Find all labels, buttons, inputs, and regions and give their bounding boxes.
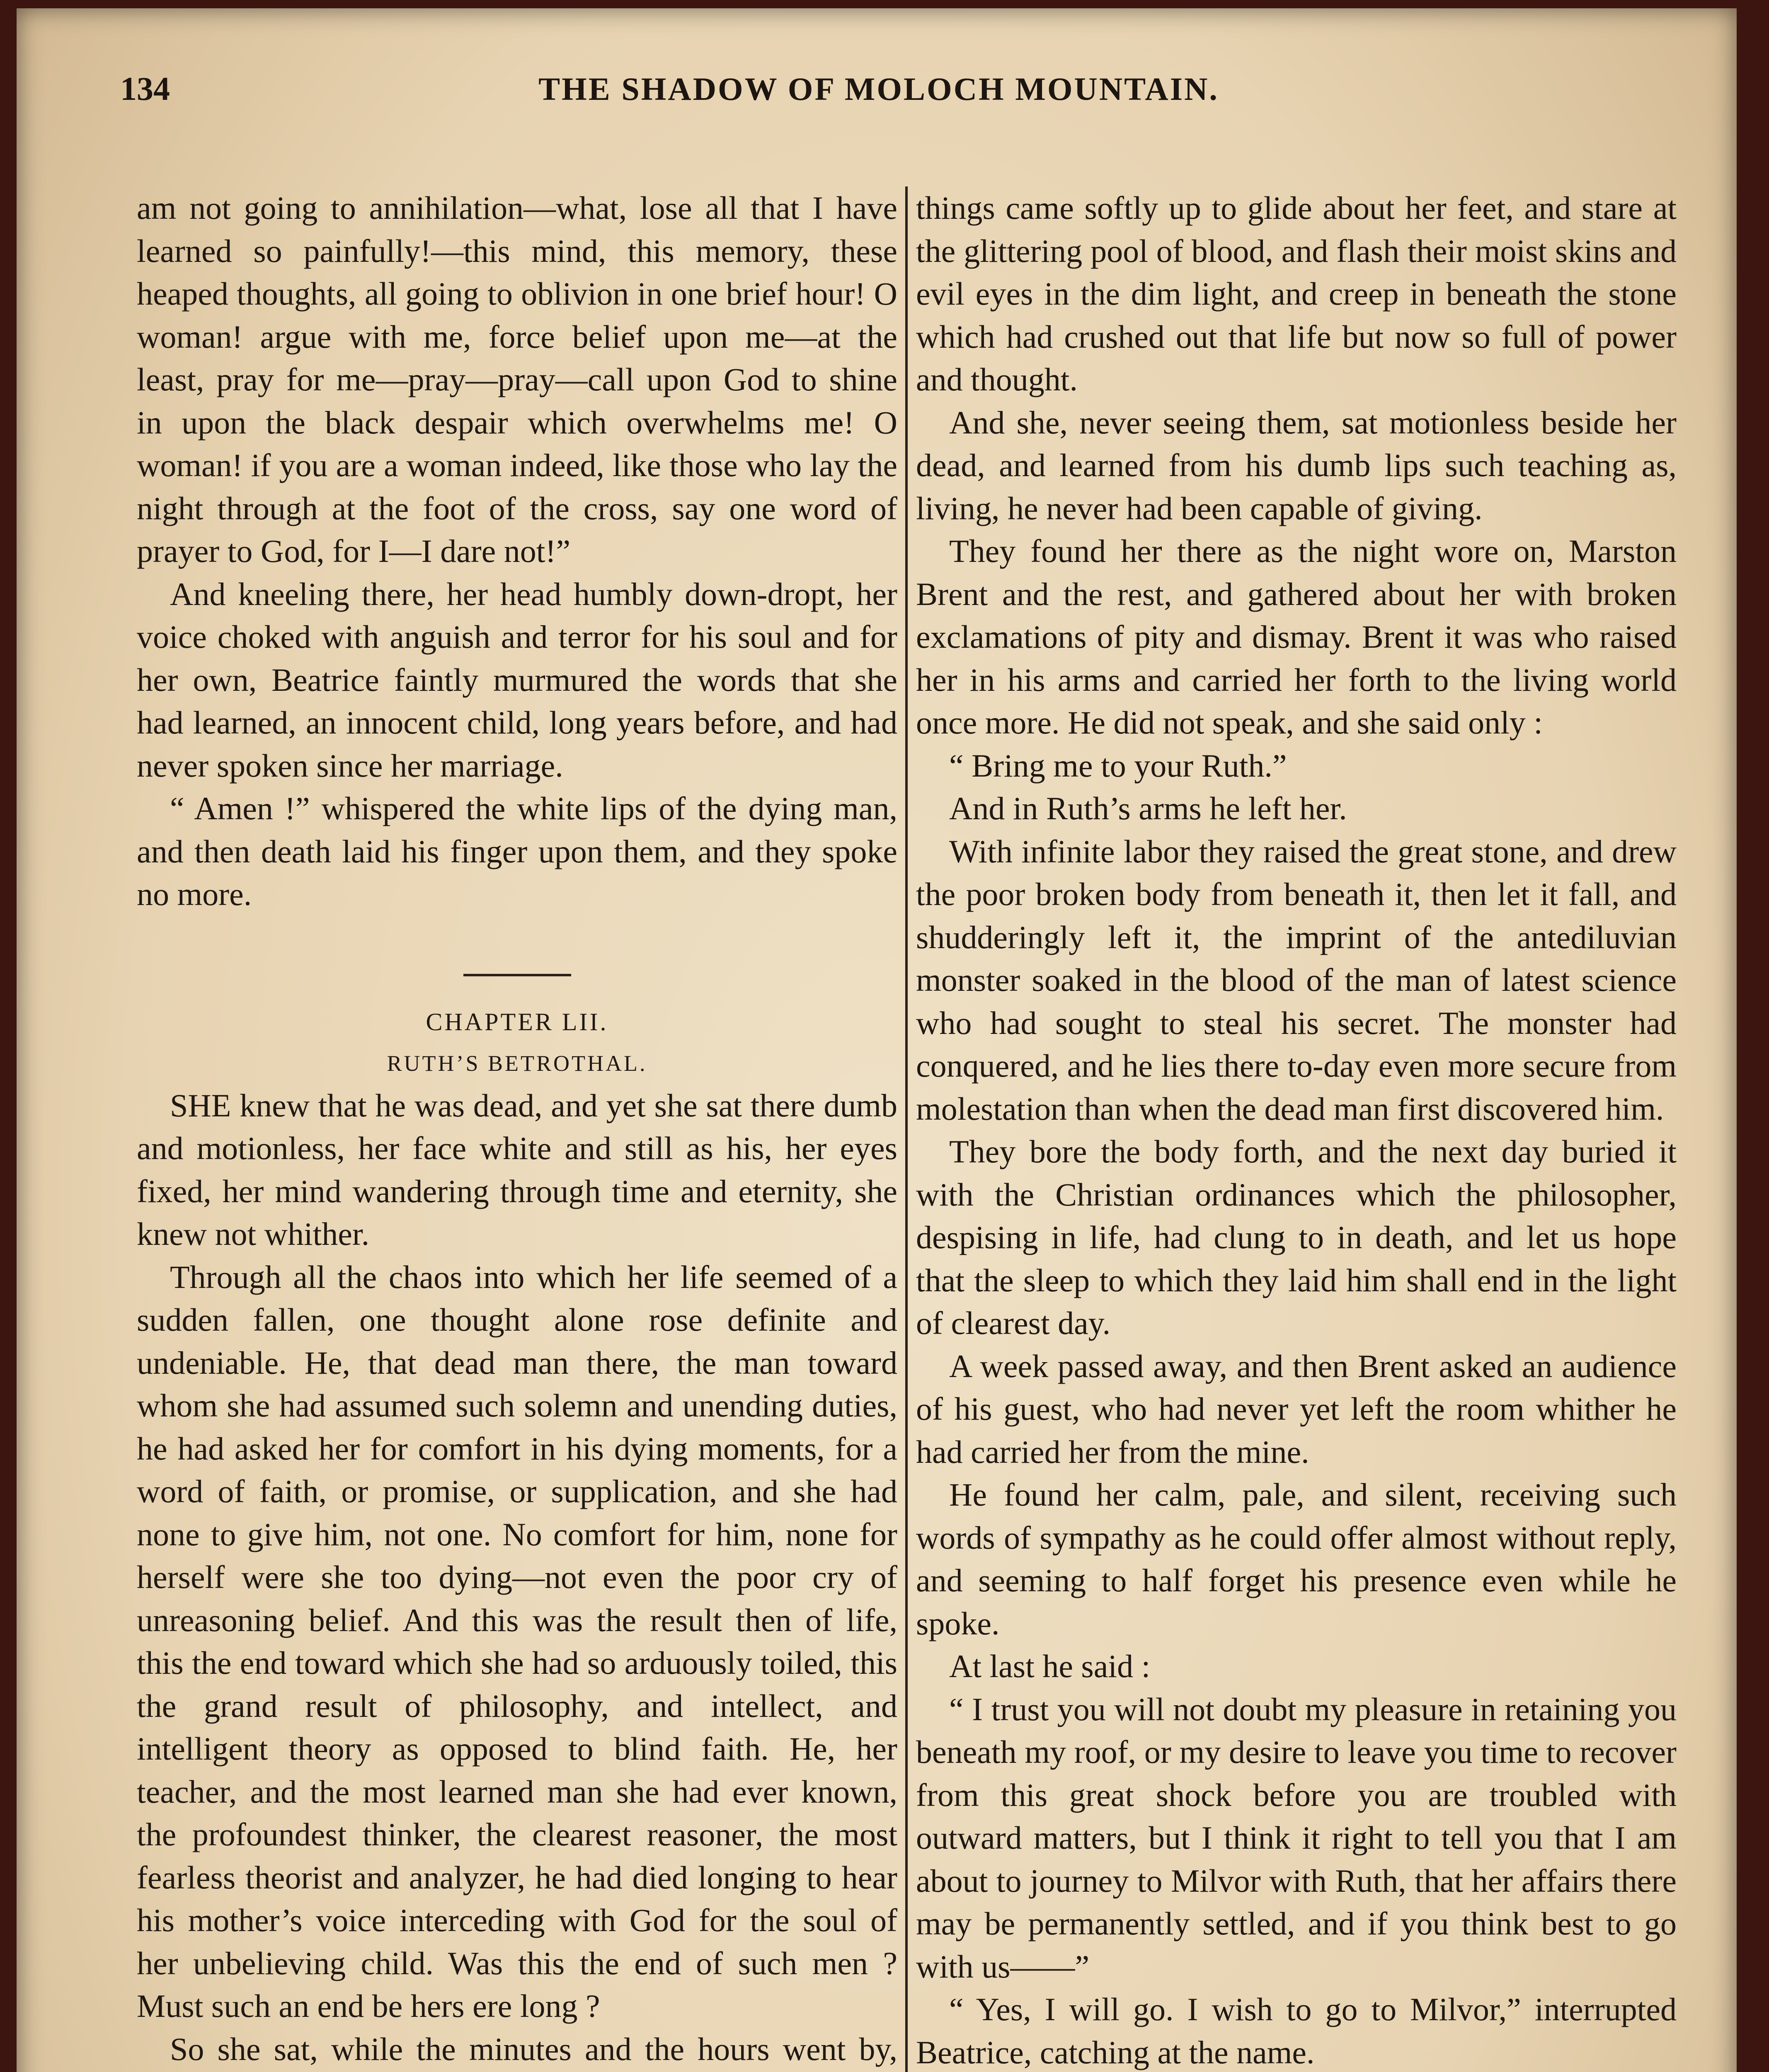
paragraph: “ Bring me to your Ruth.” (949, 747, 1287, 784)
paragraph: And kneeling there, her head humbly down-dropt, her voice choked with anguish and terror for his soul and for her own, Beatrice faintly murmured the words that she had learned, an innocent child, long years before, and had never spoken since her marriage. (137, 576, 897, 784)
paragraph: So she sat, while the minutes and the hours went by, (170, 2031, 897, 2067)
running-title: THE SHADOW OF MOLOCH MOUNTAIN. (538, 71, 1219, 107)
paragraph: At last he said : (949, 1648, 1151, 1684)
paragraph: They found her there as the night wore on, Marston Brent and the rest, and gathered about her with broken exclamations of pity and dismay. Brent it was who raised her in his arms and carried her forth to the living world once more. He did not speak, and she said only : (916, 533, 1677, 741)
left-column (137, 186, 897, 2072)
chapter-divider (463, 974, 571, 976)
paragraph: He found her calm, pale, and silent, receiving such words of sympathy as he could offer almost without reply, and seeming to half forget his presence even while he spoke. (916, 1477, 1677, 1641)
paragraph: And she, never seeing them, sat motionless beside her dead, and learned from his dumb lips such teaching as, living, he never had been capable of giving. (916, 404, 1677, 526)
paragraph: SHE knew that he was dead, and yet she sat there dumb and motionless, her face white and still as his, her eyes fixed, her mind wandering through time and eternity, she knew not whither. (137, 1087, 897, 1252)
paragraph: things came softly up to glide about her feet, and stare at the glittering pool of blood, and flash their moist skins and evil eyes in the dim light, and creep in beneath the stone which had crushed out that life but now so full of power and thought. (916, 190, 1677, 397)
paragraph: With infinite labor they raised the great stone, and drew the poor broken body from beneath it, then let it fall, and shudderingly left it, the imprint of the antediluvian monster soaked in the blood of the man of latest science who had sought to steal his secret. The monster had conquered, and he lies there to-day even more secure from molestation than when the dead man first discovered him. (916, 833, 1677, 1127)
right-column (916, 186, 1677, 2072)
paragraph: They bore the body forth, and the next day buried it with the Christian ordinances which the philosopher, despising in life, had clung to in death, and let us hope that the sleep to which they laid him shall end in the light of clearest day. (916, 1133, 1677, 1341)
chapter-subtitle: RUTH’S BETROTHAL. (387, 1051, 647, 1076)
column-divider (905, 186, 908, 2072)
book-page (17, 8, 1737, 2072)
paragraph: “ Amen !” whispered the white lips of the dying man, and then death laid his finger upon them, and they spoke no more. (137, 790, 897, 912)
paragraph: “ I trust you will not doubt my pleasure in retaining you beneath my roof, or my desire to leave you time to recover from this great shock before you are troubled with outward matters, but I think it right to tell you that I am about to journey to Milvor with Ruth, that her affairs there may be permanently settled, and if you think best to go with us——” (916, 1691, 1677, 1985)
paragraph: And in Ruth’s arms he left her. (949, 790, 1347, 826)
page-header (120, 70, 1637, 120)
paragraph: Through all the chaos into which her life seemed of a sudden fallen, one thought alone rose definite and undeniable. He, that dead man there, the man toward whom she had assumed such solemn and unending duties, he had asked her for comfort in his dying moments, for a word of faith, or promise, or supplication, and she had none to give him, not one. No comfort for him, none for herself were she too dying—not even the poor cry of unreasoning belief. And this was the result then of life, this the end toward which she had so arduously toiled, this the grand result of philosophy, and intellect, and intelligent theory as opposed to blind faith. He, her teacher, and the most learned man she had ever known, the profoundest thinker, the clearest reasoner, the most fearless theorist and analyzer, he had died longing to hear his mother’s voice interceding with God for the soul of her unbelieving child. Was this the end of such men ? Must such an end be hers ere long ? (137, 1259, 897, 2024)
chapter-title: CHAPTER LII. (426, 1008, 608, 1036)
paragraph: “ Yes, I will go. I wish to go to Milvor,” interrupted Beatrice, catching at the name. (916, 1991, 1677, 2070)
paragraph: am not going to annihilation—what, lose all that I have learned so painfully!—this mind, this memory, these heaped thoughts, all going to oblivion in one brief hour! O woman! argue with me, force belief upon me—at the least, pray for me—pray—pray—call upon God to shine in upon the black despair which overwhelms me! O woman! if you are a woman indeed, like those who lay the night through at the foot of the cross, say one word of prayer to God, for I—I dare not!” (137, 190, 897, 569)
paragraph: A week passed away, and then Brent asked an audience of his guest, who had never yet left the room whither he had carried her from the mine. (916, 1348, 1677, 1470)
page-number: 134 (120, 71, 170, 107)
